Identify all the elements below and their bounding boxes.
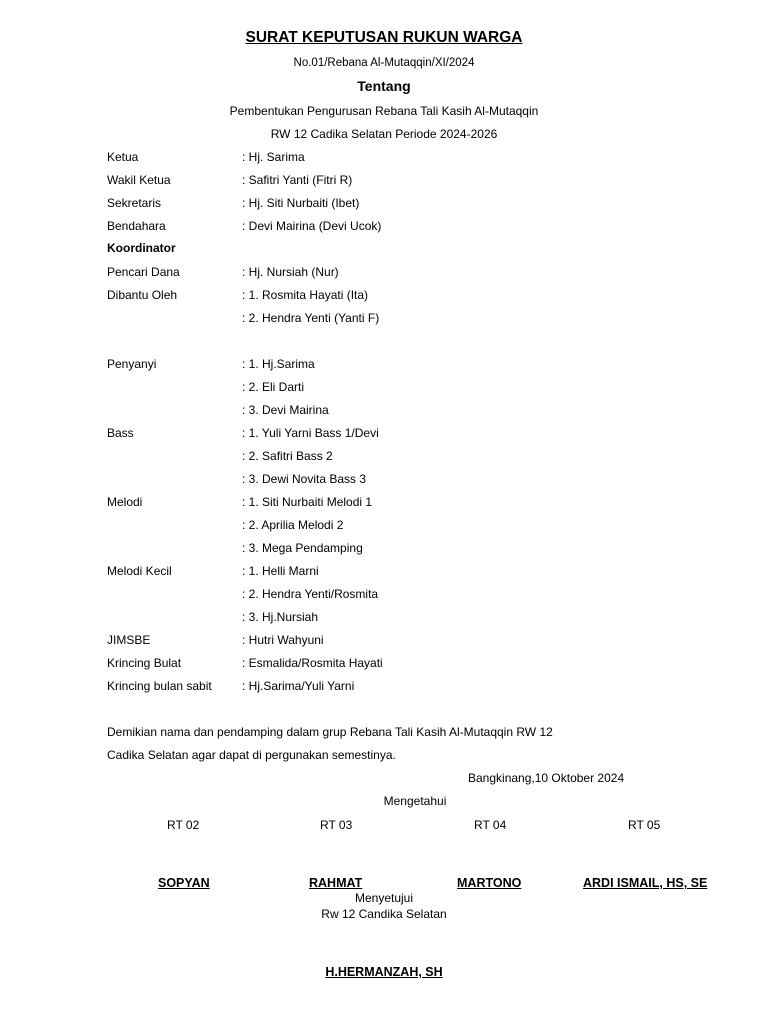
member-name: : 1. Siti Nurbaiti Melodi 1 bbox=[242, 495, 373, 509]
member-row bbox=[0, 495, 768, 515]
member-row bbox=[0, 541, 768, 561]
member-row bbox=[0, 241, 768, 261]
member-name: : 2. Safitri Bass 2 bbox=[242, 449, 333, 463]
member-role: Sekretaris bbox=[107, 196, 162, 210]
section-heading-koordinator: Koordinator bbox=[107, 241, 176, 255]
member-role: Melodi Kecil bbox=[107, 564, 172, 578]
approval-org: Rw 12 Candika Selatan bbox=[321, 907, 447, 921]
member-row bbox=[0, 196, 768, 216]
member-name: : Devi Mairina (Devi Ucok) bbox=[242, 219, 382, 233]
member-name: : 2. Hendra Yenti (Yanti F) bbox=[242, 311, 380, 325]
approver-name: H.HERMANZAH, SH bbox=[325, 965, 443, 979]
member-role: Dibantu Oleh bbox=[107, 288, 178, 302]
rt-label: RT 02 bbox=[167, 818, 200, 832]
member-role: Penyanyi bbox=[107, 357, 157, 371]
member-row bbox=[0, 472, 768, 492]
member-row bbox=[0, 311, 768, 331]
member-name: : Hj. Nursiah (Nur) bbox=[242, 265, 339, 279]
subject-line-1: Pembentukan Pengurusan Rebana Tali Kasih Al-Mutaqqin bbox=[229, 104, 539, 118]
member-row bbox=[0, 426, 768, 446]
rt-label: RT 05 bbox=[628, 818, 661, 832]
member-row bbox=[0, 219, 768, 239]
member-name: : 1. Rosmita Hayati (Ita) bbox=[242, 288, 369, 302]
member-name: : 3. Mega Pendamping bbox=[242, 541, 363, 555]
member-row bbox=[0, 633, 768, 653]
member-name: : Hj.Sarima/Yuli Yarni bbox=[242, 679, 355, 693]
acknowledged-label: Mengetahui bbox=[383, 794, 447, 808]
signatory-name: SOPYAN bbox=[158, 876, 210, 890]
place-date: Bangkinang,10 Oktober 2024 bbox=[468, 771, 625, 785]
signatory-name: ARDI ISMAIL, HS, SE bbox=[583, 876, 708, 890]
rt-label: RT 04 bbox=[474, 818, 507, 832]
member-name: : 1. Hj.Sarima bbox=[242, 357, 315, 371]
member-role: Ketua bbox=[107, 150, 139, 164]
member-row bbox=[0, 587, 768, 607]
member-name: : Esmalida/Rosmita Hayati bbox=[242, 656, 383, 670]
member-name: : 2. Eli Darti bbox=[242, 380, 305, 394]
member-name: : Hutri Wahyuni bbox=[242, 633, 324, 647]
member-role: Bass bbox=[107, 426, 134, 440]
member-role: Krincing Bulat bbox=[107, 656, 182, 670]
member-row bbox=[0, 518, 768, 538]
member-role: Pencari Dana bbox=[107, 265, 180, 279]
member-row bbox=[0, 403, 768, 423]
member-name: : 3. Hj.Nursiah bbox=[242, 610, 319, 624]
closing-line-2: Cadika Selatan agar dapat di pergunakan semestinya. bbox=[107, 748, 396, 762]
member-row bbox=[0, 173, 768, 193]
member-role: Bendahara bbox=[107, 219, 166, 233]
rt-label: RT 03 bbox=[320, 818, 353, 832]
member-role: Krincing bulan sabit bbox=[107, 679, 212, 693]
member-row bbox=[0, 380, 768, 400]
member-name: : Hj. Sarima bbox=[242, 150, 305, 164]
signatory-name: RAHMAT bbox=[309, 876, 363, 890]
closing-line-1: Demikian nama dan pendamping dalam grup Rebana Tali Kasih Al-Mutaqqin RW 12 bbox=[107, 725, 553, 739]
document-title: SURAT KEPUTUSAN RUKUN WARGA bbox=[245, 29, 523, 46]
member-row bbox=[0, 449, 768, 469]
member-role: Melodi bbox=[107, 495, 143, 509]
member-name: : 1. Helli Marni bbox=[242, 564, 319, 578]
member-name: : Safitri Yanti (Fitri R) bbox=[242, 173, 353, 187]
member-name: : 3. Dewi Novita Bass 3 bbox=[242, 472, 367, 486]
member-role: Wakil Ketua bbox=[107, 173, 171, 187]
member-row bbox=[0, 679, 768, 699]
subject-line-2: RW 12 Cadika Selatan Periode 2024-2026 bbox=[270, 127, 498, 141]
member-row bbox=[0, 150, 768, 170]
about-heading: Tentang bbox=[357, 78, 411, 94]
member-row bbox=[0, 564, 768, 584]
member-name: : 3. Devi Mairina bbox=[242, 403, 329, 417]
member-role: JIMSBE bbox=[107, 633, 151, 647]
member-name: : 1. Yuli Yarni Bass 1/Devi bbox=[242, 426, 379, 440]
member-row bbox=[0, 610, 768, 630]
member-name: : 2. Hendra Yenti/Rosmita bbox=[242, 587, 379, 601]
document-number: No.01/Rebana Al-Mutaqqin/XI/2024 bbox=[293, 57, 475, 69]
member-row bbox=[0, 357, 768, 377]
approval-label: Menyetujui bbox=[354, 891, 414, 905]
member-name: : 2. Aprilia Melodi 2 bbox=[242, 518, 344, 532]
member-name: : Hj. Siti Nurbaiti (Ibet) bbox=[242, 196, 360, 210]
member-row bbox=[0, 265, 768, 285]
signatory-name: MARTONO bbox=[457, 876, 522, 890]
member-row bbox=[0, 288, 768, 308]
member-row bbox=[0, 656, 768, 676]
